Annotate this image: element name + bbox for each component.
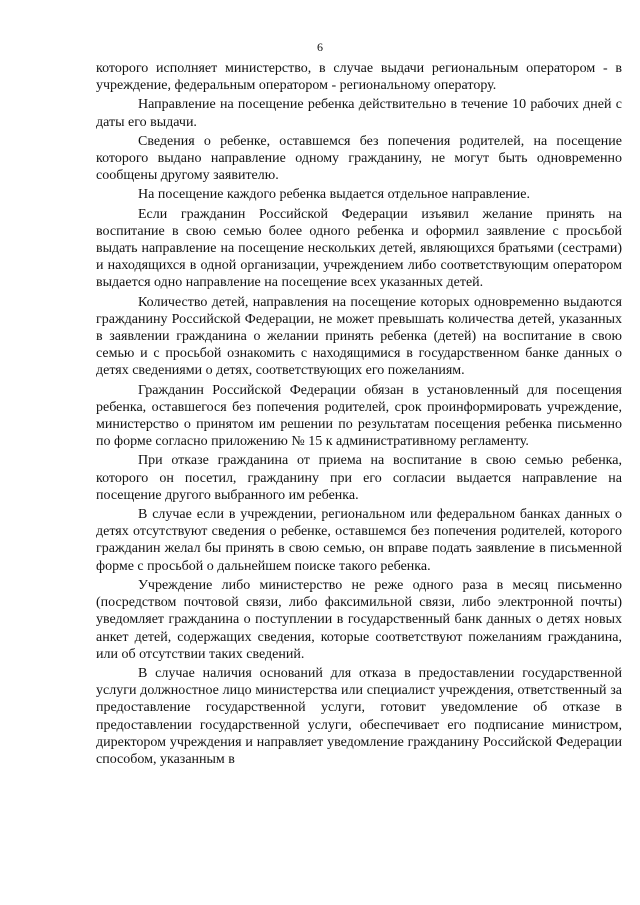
- paragraph-no-information: В случае если в учреждении, региональном или федеральном банках данных о детях отсутствуют сведения о ребенке, оставшемся без попечения родителей, которого гражданин желал бы принять в свою семью, он вправе подать заявление в письменной форме с просьбой о дальнейшем поиске такого ребенка.: [96, 507, 622, 574]
- paragraph-separate-referral: На посещение каждого ребенка выдается отдельное направление.: [138, 187, 531, 203]
- paragraph-info-restriction: Сведения о ребенке, оставшемся без попечения родителей, на посещение которого выдано направление одному гражданину, не могут быть одновременно сообщены другому заявителю.: [96, 133, 622, 184]
- paragraph-children-count: Количество детей, направления на посещение которых одновременно выдаются гражданину Российской Федерации, не может превышать количества детей, указанных в заявлении гражданина о желании принять ребенка (детей) на воспитание в свою семью и с просьбой ознакомить с находящимися в государственном банке данных о детях сведениями о детях, соответствующих его пожеланиям.: [96, 294, 622, 379]
- paragraph-refusal-grounds: В случае наличия оснований для отказа в предоставлении государственной услуги должностное лицо министерства или специалист учреждения, ответственный за предоставление государственной услуги, готовит уведомление об отказе в предоставлении государственной услуги, обеспечивает его подписание министром, директором учреждения и направляет уведомление гражданину Российской Федерации способом, указанным в: [96, 665, 622, 767]
- paragraph-monthly-notification: Учреждение либо министерство не реже одного раза в месяц письменно (посредством почтовой связи, либо факсимильной связи, либо электронной почты) уведомляет гражданина о поступлении в государственный банк данных о детях новых анкет детей, содержащих сведения, которые соответствуют пожеланиям гражданина, или об отсутствии таких сведений.: [96, 577, 622, 662]
- paragraph-continuation: которого исполняет министерство, в случае выдачи региональным оператором - в учреждение, федеральным оператором - региональному оператору.: [96, 61, 622, 94]
- document-body: [96, 60, 622, 770]
- paragraph-citizen-obligation: Гражданин Российской Федерации обязан в установленный для посещения ребенка, оставшегося без попечения родителей, срок проинформировать учреждение, министерство о принятом им решении по результатам посещения ребенка письменно по форме согласно приложению № 15 к административному регламенту.: [96, 382, 622, 450]
- paragraph-siblings-referral: Если гражданин Российской Федерации изъявил желание принять на воспитание в свою семью более одного ребенка и оформил заявление с просьбой выдать направление на посещение нескольких детей, являющихся братьями (сестрами) и находящихся в одной организации, учреждением либо соответствующим оператором выдается одно направление на посещение всех указанных детей.: [96, 206, 622, 291]
- page-number: 6: [317, 40, 323, 54]
- paragraph-validity-period: Направление на посещение ребенка действительно в течение 10 рабочих дней с даты его выдачи.: [96, 97, 622, 130]
- paragraph-refusal-new-referral: При отказе гражданина от приема на воспитание в свою семью ребенка, которого он посетил, гражданину при его согласии выдается направление на посещение другого выбранного им ребенка.: [96, 453, 622, 503]
